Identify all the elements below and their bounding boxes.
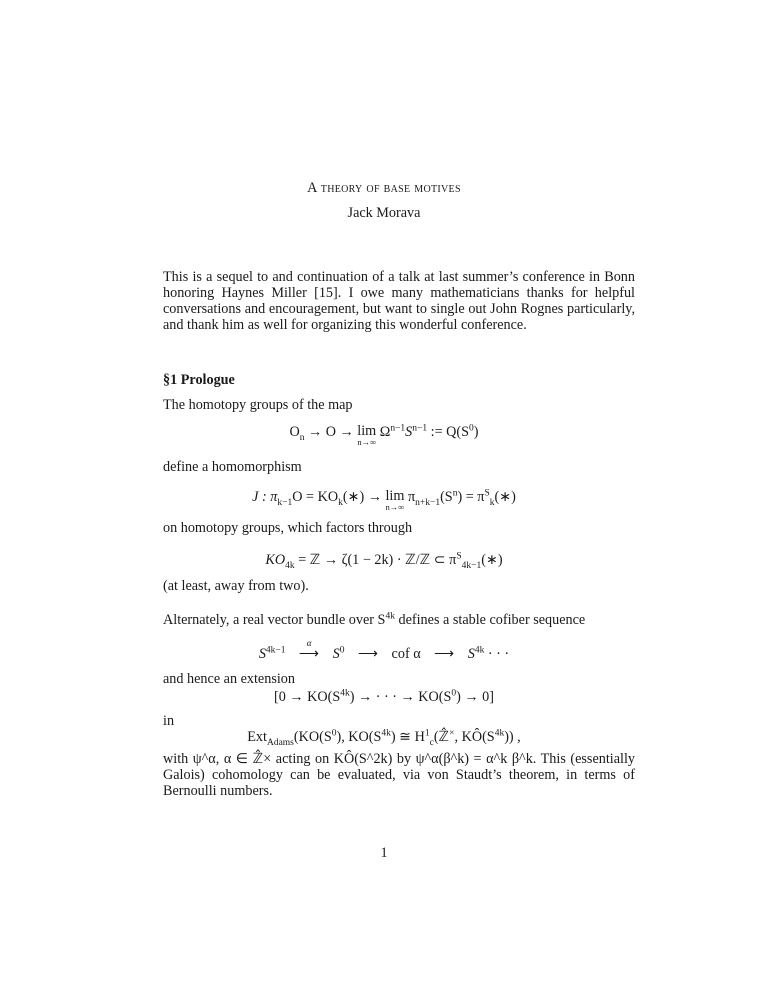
equation-5: [$0 \to KO(S^{4k})$ → · · · → $KO(S^0) \to 0$] [274, 688, 494, 705]
arrow: ⟶ [434, 646, 455, 662]
paragraph: with ψ^α, α ∈ ℤ̂× acting on KÔ(S^2k) by ψ^α(β^k) = α^k β^k. This (essentially Galois) cohomology can be evaluated, via von Staudt’s theorem, in terms of Bernoulli numbers. [163, 751, 635, 799]
page-number: 1 [380, 845, 388, 861]
paragraph: Alternately, a real vector bundle over $S^{4k}$ defines a stable cofiber sequence [163, 611, 586, 628]
paragraph: The homotopy groups of the map [163, 397, 353, 413]
equation-6: $Ext_{Adams}(KO(S^0)$, $KO(S^{4k})$ ≅ $H^1_c(ℤ̂^\times$, $KÔ(S^{4k})$) , [247, 728, 521, 748]
cofiber-sequence: $S^{4k-1}$ α ⟶ $S^0$ ⟶ cof α ⟶ $S^{4k}$ · · · [258, 638, 510, 662]
section-heading: §1 Prologue [163, 372, 235, 388]
intro-paragraph: This is a sequel to and continuation of a talk at last summer’s conference in Bonn honoring Haynes Miller [15]. I owe many mathematicians thanks for helpful conversations and encouragement, but want to single out John Rognes particularly, and thank him as well for organizing this wonderful conference. [163, 269, 635, 333]
paragraph: on homotopy groups, which factors through [163, 520, 413, 536]
paragraph: and hence an extension [163, 671, 295, 687]
author: Jack Morava [347, 205, 421, 221]
equation-3: $KO_{4k}$ = ℤ → ζ(1 − 2k) · ℤ/ℤ ⊂ $\pi^S_{4k-1}(∗)$ [265, 551, 503, 571]
paragraph: (at least, away from two). [163, 578, 309, 594]
paper-title: A theory of base motives [307, 180, 461, 196]
paragraph: define a homomorphism [163, 459, 302, 475]
arrow: ⟶ [357, 646, 379, 662]
equation-2: J : $\pi_{k-1}O$ = $KO_k(∗) \to \lim$ n→∞ $\pi_{n+k-1}(S^n)$ = $\pi^S_k(∗)$ [252, 488, 516, 512]
arrow-alpha: α ⟶ [298, 638, 320, 662]
equation-1: $O_n \to O \to \lim$ n→∞ $\Omega^{n-1}S^{n-1}$ := $Q(S^0)$ [289, 423, 479, 447]
paragraph: in [163, 713, 175, 729]
